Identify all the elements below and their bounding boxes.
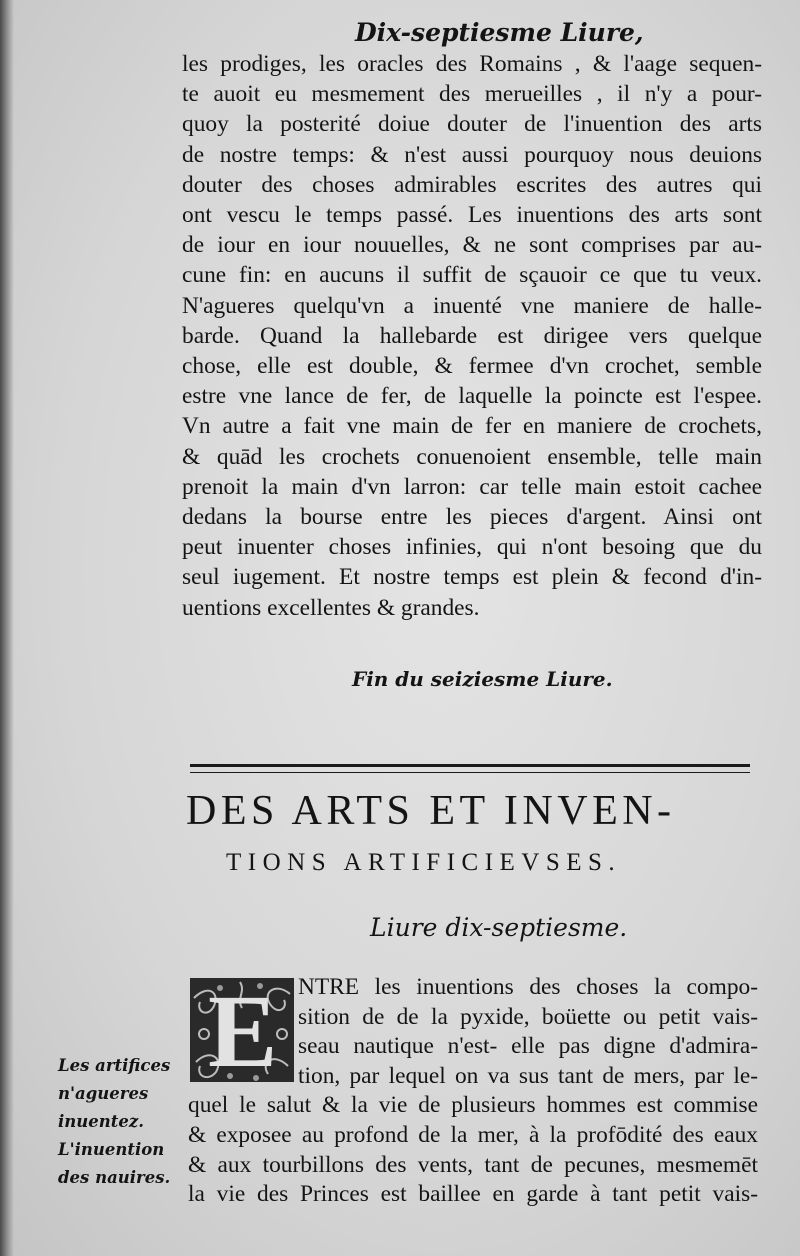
- section-rule: [190, 764, 750, 773]
- body-paragraph: [182, 49, 762, 623]
- margin-note-line: n'agueres: [58, 1084, 149, 1103]
- text-line: la vie des Princes est baillee en garde à tant petit vais-: [188, 1181, 758, 1208]
- text-line: barde. Quand la hallebarde est dirigee vers quelque: [182, 322, 762, 349]
- text-line: & quād les crochets conuenoient ensemble, telle main: [182, 443, 762, 470]
- text-line: les prodiges, les oracles des Romains , & l'aage sequen-: [182, 51, 762, 77]
- text-line: chose, elle est double, & fermee d'vn crochet, semble: [182, 353, 762, 380]
- text-line: estre vne lance de fer, de laquelle la poincte est l'espee.: [182, 383, 762, 410]
- text-line: quel le salut & la vie de plusieurs hommes est commise: [188, 1092, 758, 1119]
- margin-note: [58, 1052, 188, 1192]
- page-gutter-shadow: [0, 0, 14, 1256]
- section-title-line-2: TIONS ARTIFICIEVSES.: [226, 849, 622, 876]
- margin-note-line: L'inuention: [58, 1140, 165, 1159]
- text-line: seau nautique n'est- elle pas digne d'admira-: [298, 1033, 758, 1060]
- text-line: cune fin: en aucuns il suffit de sçauoir ce que tu veux.: [182, 262, 762, 289]
- margin-note-line: Les artifices: [58, 1056, 171, 1075]
- running-head: Dix-septiesme Liure,: [355, 18, 644, 47]
- text-line: de iour en iour nouuelles, & ne sont comprises par au-: [182, 232, 762, 259]
- text-line: peut inuenter choses infinies, qui n'ont besoing que du: [182, 534, 762, 561]
- text-line: & exposee au profond de la mer, à la profōdité des eaux: [188, 1121, 758, 1148]
- text-line: N'agueres quelqu'vn a inuenté vne maniere de halle-: [182, 292, 762, 319]
- text-line: sition de de la pyxide, boüette ou petit vais-: [298, 1003, 758, 1030]
- text-line: de nostre temps: & n'est aussi pourquoy nous deuions: [182, 141, 762, 168]
- drop-cap-letter: E: [208, 978, 278, 1082]
- text-line: & aux tourbillons des vents, tant de pecunes, mesmemēt: [188, 1151, 758, 1178]
- text-line: douter des choses admirables escrites des autres qui: [182, 171, 762, 198]
- text-line: uentions excellentes & grandes.: [182, 594, 480, 621]
- text-line: tion, par lequel on va sus tant de mers, par le-: [298, 1062, 758, 1089]
- text-line: ont vescu le temps passé. Les inuentions des arts sont: [182, 202, 762, 229]
- text-line: dedans la bourse entre les pieces d'argent. Ainsi ont: [182, 504, 762, 531]
- text-line: prenoit la main d'vn larron: car telle main estoit cachee: [182, 473, 762, 500]
- text-line: seul iugement. Et nostre temps est plein & fecond d'in-: [182, 564, 762, 591]
- section-title-line-1: DES ARTS ET INVEN-: [186, 788, 676, 834]
- text-line: quoy la posterité doiue douter de l'inuention des arts: [182, 111, 762, 138]
- margin-note-line: des nauires.: [58, 1168, 171, 1187]
- end-of-book-line: Fin du seiziesme Liure.: [352, 667, 613, 691]
- margin-note-line: inuentez.: [58, 1112, 144, 1131]
- decorated-initial: [190, 978, 294, 1082]
- text-line: te auoit eu mesmement des merueilles , il n'y a pour-: [182, 81, 762, 108]
- text-line: NTRE les inuentions des choses la compo-: [298, 974, 758, 1000]
- book-number-heading: Liure dix-septiesme.: [370, 913, 628, 942]
- text-line: Vn autre a fait vne main de fer en maniere de crochets,: [182, 413, 762, 440]
- chapter-paragraph: [188, 973, 758, 1210]
